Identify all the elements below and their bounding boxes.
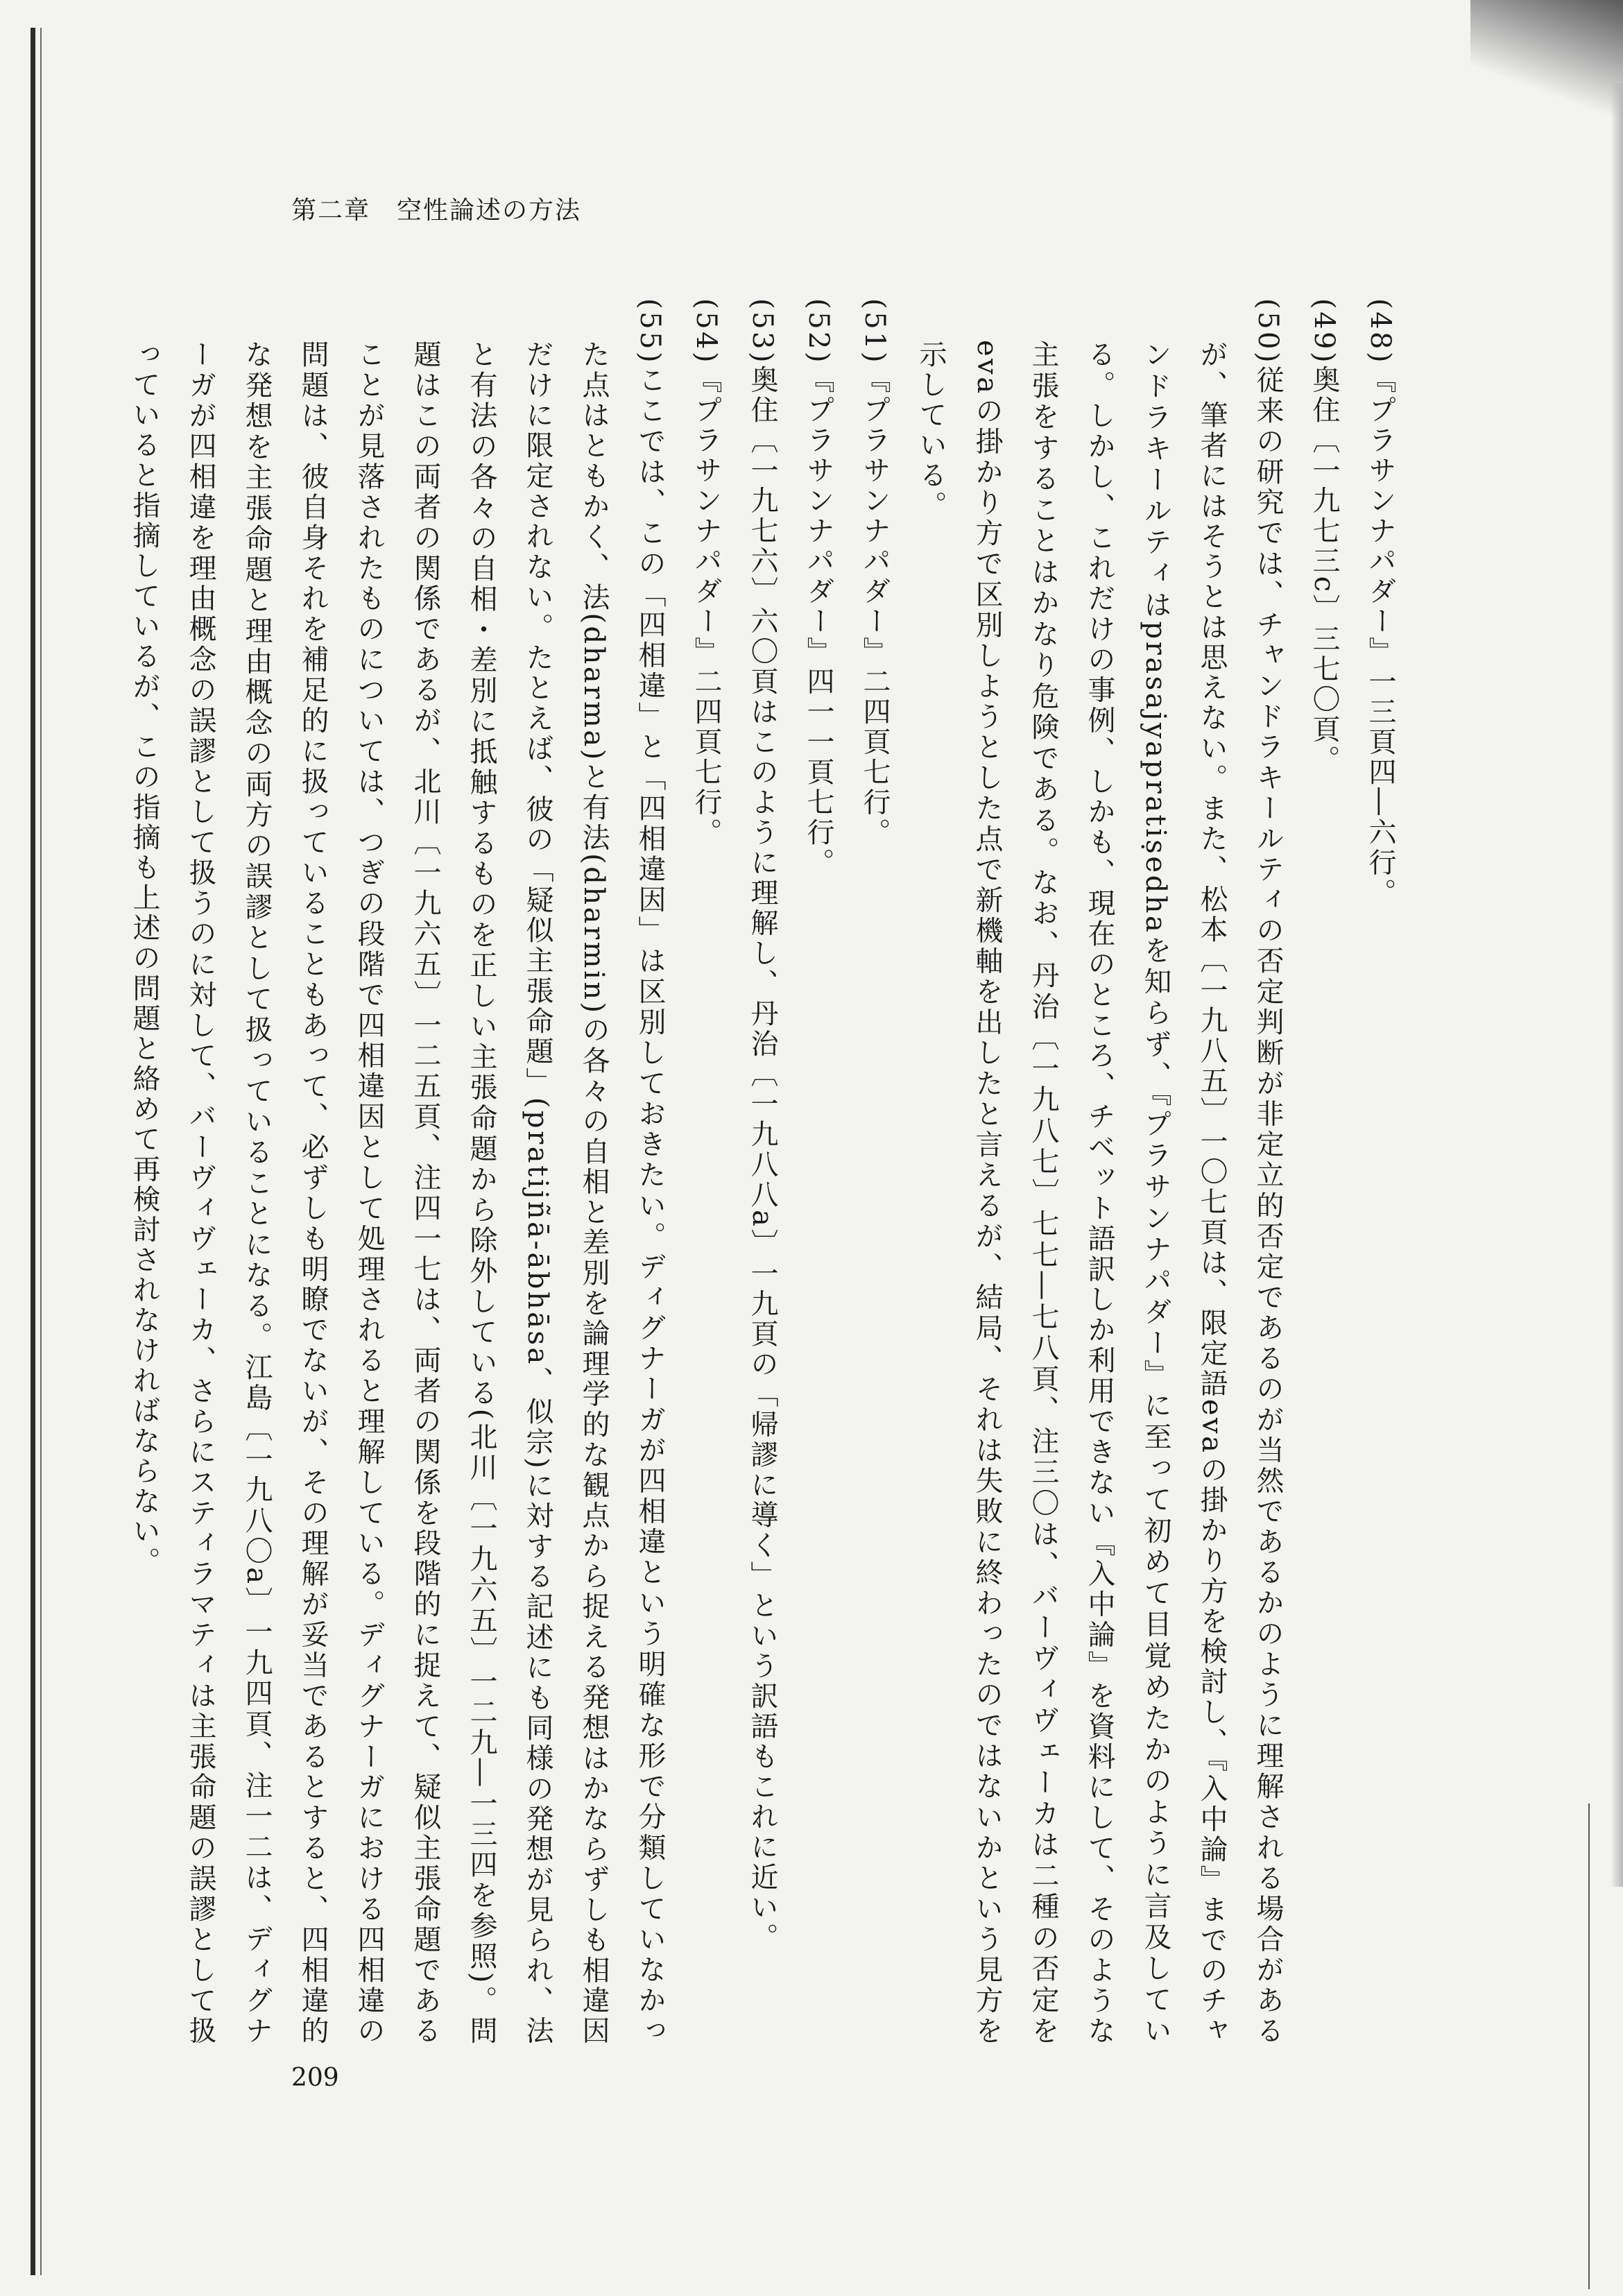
- note-50: (50)従来の研究では、チャンドラキールティの否定判断が非定立的否定であるのが当然であるかのように理解される場合があるが、筆者にはそうとは思えない。また、松本〔一九八五〕一〇七頁は、限定語evaの掛かり方を検討し、『入中論』までのチャンドラキールティはprasajyapratiṣedhaを知らず、『プラサンナパダー』に至って初めて目覚めたかのように言及している。しかし、これだけの事例、しかも、現在のところ、チベット語訳しか利用できない『入中論』を資料にして、そのような主張をすることはかなり危険である。なお、丹治〔一九八七〕七七―七八頁、注三〇は、バーヴィヴェーカは二種の否定をevaの掛かり方で区別しようとした点で新機軸を出したと言えるが、結局、それは失敗に終わったのではないかという見方を示している。: [915, 298, 1284, 2046]
- scan-edge-shadow: [1611, 83, 1623, 1887]
- note-48: (48)『プラサンナパダー』一三頁四―六行。: [1364, 298, 1396, 909]
- notes-column-block: [128, 298, 1408, 2047]
- note-51: (51)『プラサンナパダー』二四頁七行。: [859, 298, 891, 848]
- page-number: 209: [291, 2064, 339, 2092]
- note-53: (53)奥住〔一九七六〕六〇頁はこのように理解し、丹治〔一九八八a〕一九頁の「帰謬に導く」という訳語もこれに近い。: [746, 298, 778, 1953]
- binding-edge: [31, 28, 35, 2275]
- note-54: (54)『プラサンナパダー』二四頁七行。: [690, 298, 722, 848]
- scan-edge-line: [1588, 1804, 1590, 2289]
- binding-edge-thin: [40, 28, 42, 2275]
- note-52: (52)『プラサンナパダー』四一一頁七行。: [802, 298, 834, 878]
- running-head: 第二章 空性論述の方法: [291, 196, 582, 225]
- note-55: (55)ここでは、この「四相違」と「四相違因」は区別しておきたい。ディグナーガが四相違という明確な形で分類していなかった点はともかく、法(dharma)と有法(dharmin)の各々の自相と差別を論理学的な観点から捉える発想はかならずしも相違因だけに限定されない。たとえば、彼の「疑似主張命題」(pratijñā-ābhāsa、似宗)に対する記述にも同様の発想が見られ、法と有法の各々の自相・差別に抵触するものを正しい主張命題から除外している(北川〔一九六五〕一二九―一三四を参照)。問題はこの両者の関係であるが、北川〔一九六五〕一二五頁、注四一七は、両者の関係を段階的に捉えて、疑似主張命題であることが見落されたものについては、つぎの段階で四相違因として処理されると理解している。ディグナーガにおける四相違の問題は、彼自身それを補足的に扱っていることもあって、必ずしも明瞭でないが、その理解が妥当であるとすると、四相違的な発想を主張命題と理由概念の両方の誤謬として扱っていることになる。江島〔一九八〇a〕一九四頁、注一二は、ディグナーガが四相違を理由概念の誤謬として扱うのに対して、バーヴィヴェーカ、さらにスティラマティは主張命題の誤謬として扱っていると指摘しているが、この指摘も上述の問題と絡めて再検討されなければならない。: [128, 298, 666, 2047]
- note-49: (49)奥住〔一九七三c〕三七〇頁。: [1308, 298, 1340, 776]
- scan-corner-shadow: [1470, 0, 1623, 118]
